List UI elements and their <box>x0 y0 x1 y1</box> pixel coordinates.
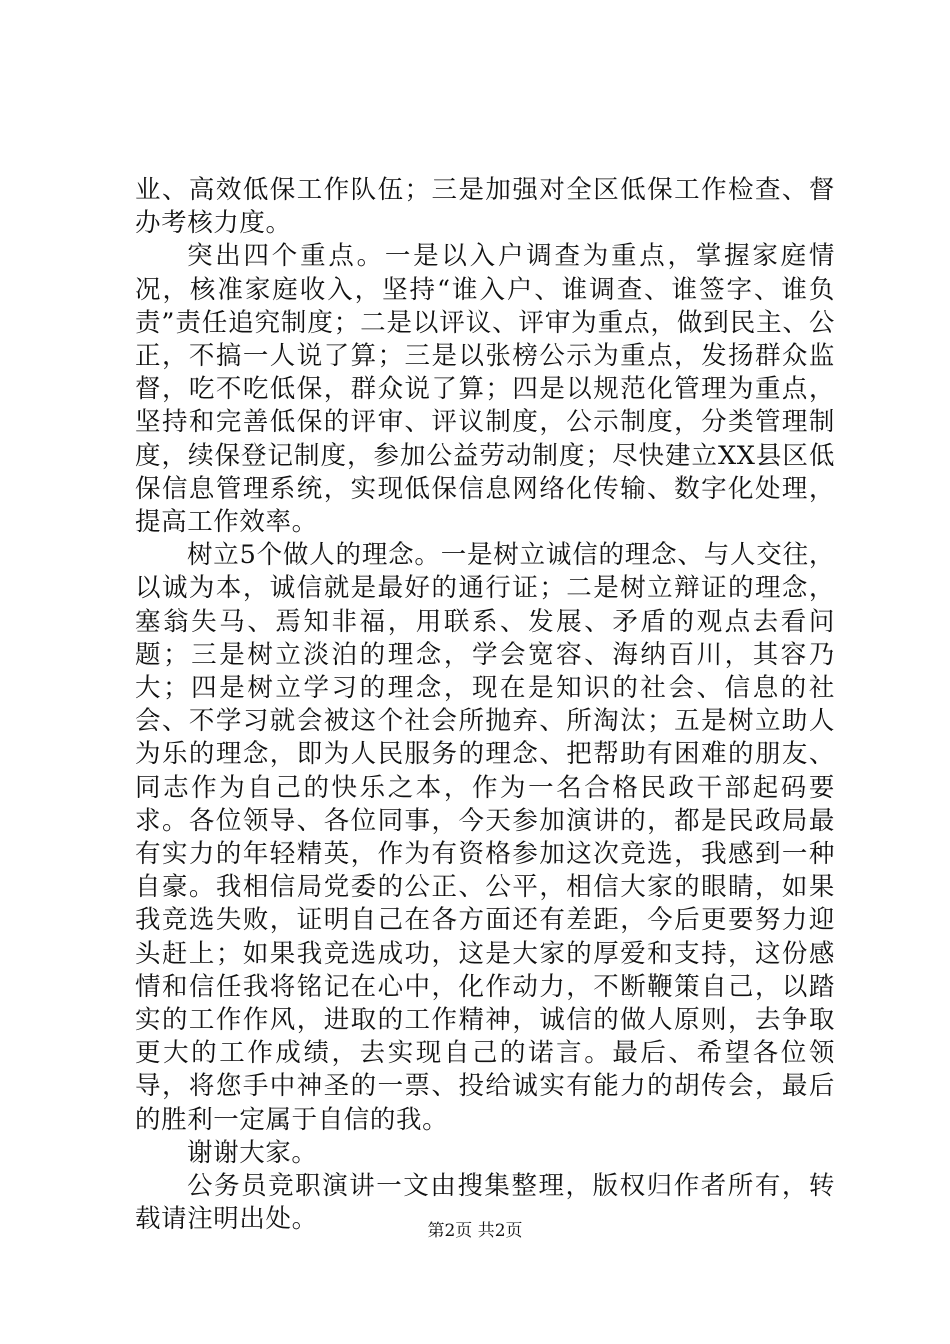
paragraph-continuation: 业、高效低保工作队伍；三是加强对全区低保工作检查、督办考核力度。 <box>135 175 835 239</box>
document-body <box>135 174 835 1237</box>
paragraph-thanks: 谢谢大家。 <box>187 1137 318 1168</box>
paragraph-five-principles: 树立5个做人的理念。一是树立诚信的理念、与人交往，以诚为本，诚信就是最好的通行证；二是树立辩证的理念，塞翁失马、焉知非福，用联系、发展、矛盾的观点去看问题；三是树立淡泊的理念，学会宽容、海纳百川，其容乃大；四是树立学习的理念，现在是知识的社会、信息的社会、不学习就会被这个社会所抛弃、所淘汰；五是树立助人为乐的理念，即为人民服务的理念、把帮助有困难的朋友、同志作为自己的快乐之本，作为一名合格民政干部起码要求。各位领导、各位同事，今天参加演讲的，都是民政局最有实力的年轻精英，作为有资格参加这次竞选，我感到一种自豪。我相信局党委的公正、公平，相信大家的眼睛，如果我竞选失败，证明自己在各方面还有差距，今后更要努力迎头赶上；如果我竞选成功，这是大家的厚爱和支持，这份感情和信任我将铭记在心中，化作动力，不断鞭策自己，以踏实的工作作风，进取的工作精神，诚信的做人原则，去争取更大的工作成绩，去实现自己的诺言。最后、希望各位领导，将您手中神圣的一票、投给诚实有能力的胡传会，最后的胜利一定属于自信的我。 <box>135 540 835 1135</box>
paragraph-copyright-note: 公务员竞职演讲一文由搜集整理，版权归作者所有，转载请注明出处。 <box>135 1171 835 1235</box>
page-number-footer: 第2页 共2页 <box>427 1221 523 1241</box>
paragraph-four-focus-points: 突出四个重点。一是以入户调查为重点，掌握家庭情况，核准家庭收入，坚持“谁入户、谁调查、谁签字、谁负责”责任追究制度；二是以评议、评审为重点，做到民主、公正，不搞一人说了算；三是以张榜公示为重点，发扬群众监督，吃不吃低保，群众说了算；四是以规范化管理为重点，坚持和完善低保的评审、评议制度，公示制度，分类管理制度，续保登记制度，参加公益劳动制度；尽快建立XX县区低保信息管理系统，实现低保信息网络化传输、数字化处理，提高工作效率。 <box>135 241 835 538</box>
